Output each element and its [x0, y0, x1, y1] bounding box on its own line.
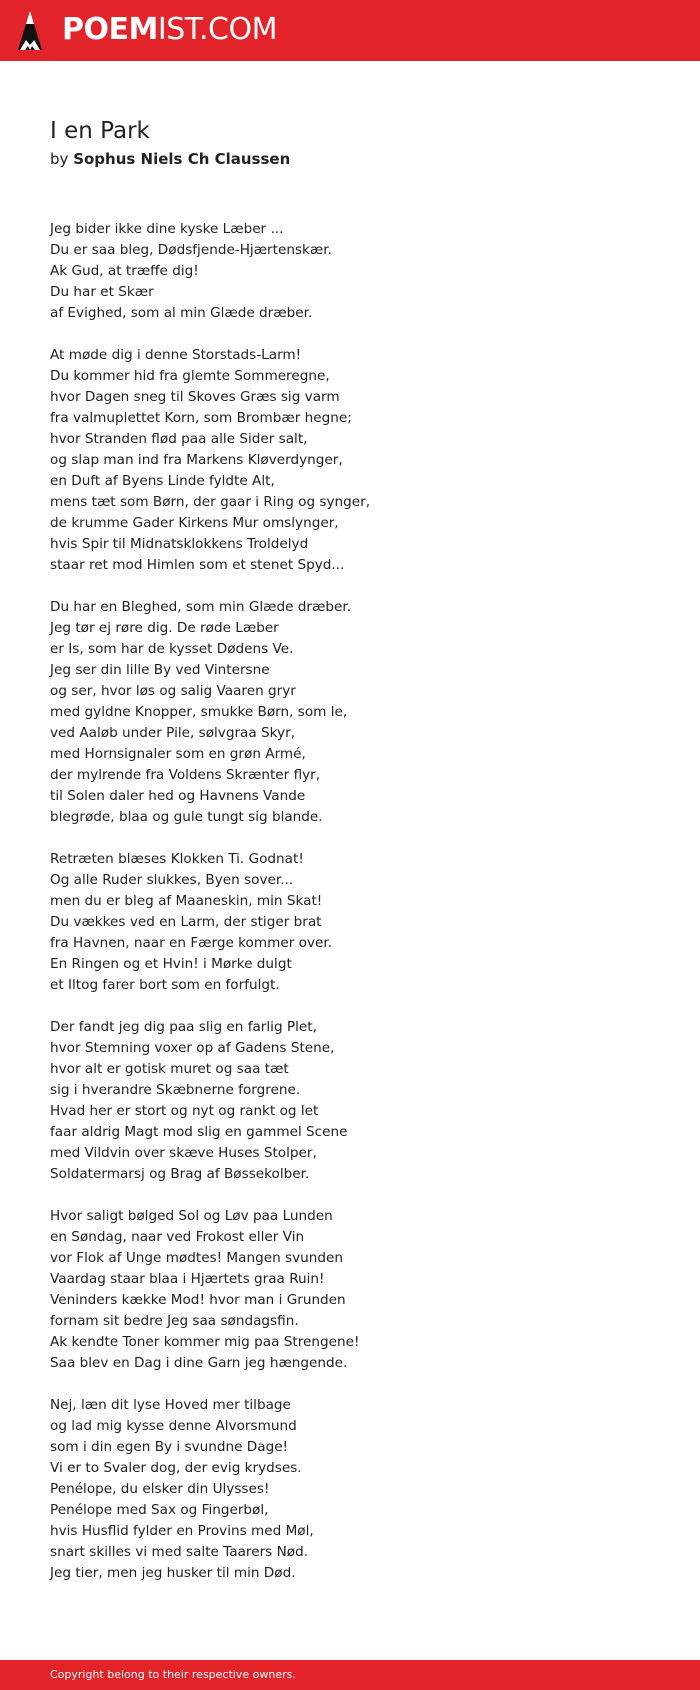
poem-line: En Ringen og et Hvin! i Mørke dulgt — [50, 956, 292, 972]
poem-line: blegrøde, blaa og gule tungt sig blande. — [50, 809, 323, 825]
poem-stanza — [50, 345, 670, 576]
poem-line: vor Flok af Unge mødtes! Mangen svunden — [50, 1250, 343, 1266]
poem-line: Vaardag staar blaa i Hjærtets graa Ruin! — [50, 1271, 325, 1287]
copyright-notice: Copyright belong to their respective owners. — [50, 1668, 296, 1681]
poem-line: Veninders kække Mod! hvor man i Grunden — [50, 1292, 346, 1308]
poem-line: et Iltog farer bort som en forfulgt. — [50, 977, 280, 993]
poem-stanza — [50, 849, 670, 996]
poem-stanza — [50, 1395, 670, 1584]
poem-line: Jeg tør ej røre dig. De røde Læber — [50, 620, 279, 636]
poem-line: Jeg ser din lille By ved Vintersne — [50, 662, 270, 678]
poem-line: staar ret mod Himlen som et stenet Spyd... — [50, 557, 345, 573]
logo-text-bold: POEM — [62, 12, 158, 47]
poem-line: sig i hverandre Skæbnerne forgrene. — [50, 1082, 301, 1098]
poem-line: Vi er to Svaler dog, der evig krydses. — [50, 1460, 302, 1476]
poem-stanza — [50, 1206, 670, 1374]
poem-line: Jeg tier, men jeg husker til min Død. — [50, 1565, 296, 1581]
poem-line: Du vækkes ved en Larm, der stiger brat — [50, 914, 322, 930]
poem-line: Og alle Ruder slukkes, Byen sover... — [50, 872, 294, 888]
poem-line: men du er bleg af Maaneskin, min Skat! — [50, 893, 323, 909]
poem-line: fornam sit bedre Jeg saa søndagsfin. — [50, 1313, 299, 1329]
poem-line: en Søndag, naar ved Frokost eller Vin — [50, 1229, 305, 1245]
poem-line: Ak Gud, at træffe dig! — [50, 263, 199, 279]
poem-stanza — [50, 1017, 670, 1185]
poem-line: med Vildvin over skæve Huses Stolper, — [50, 1145, 317, 1161]
poem-line: Du er saa bleg, Dødsfjende-Hjærtenskær. — [50, 242, 332, 258]
poem-line: og ser, hvor løs og salig Vaaren gryr — [50, 683, 296, 699]
pen-nib-logo-icon[interactable] — [15, 9, 45, 53]
poem-line: Nej, læn dit lyse Hoved mer tilbage — [50, 1397, 291, 1413]
site-footer — [0, 1660, 700, 1690]
poem-line: som i din egen By i svundne Dage! — [50, 1439, 289, 1455]
poem-line: snart skilles vi med salte Taarers Nød. — [50, 1544, 309, 1560]
site-header — [0, 0, 700, 61]
poem-line: de krumme Gader Kirkens Mur omslynger, — [50, 515, 339, 531]
poem-line: med Hornsignaler som en grøn Armé, — [50, 746, 306, 762]
by-label: by — [50, 150, 69, 168]
poem-line: mens tæt som Børn, der gaar i Ring og synger, — [50, 494, 371, 510]
poem-line: og lad mig kysse denne Alvorsmund — [50, 1418, 297, 1434]
poem-line: hvor Stemning voxer op af Gadens Stene, — [50, 1040, 335, 1056]
poem-line: Der fandt jeg dig paa slig en farlig Plet, — [50, 1019, 317, 1035]
poem-title: I en Park — [50, 118, 150, 144]
poem-line: Du har en Bleghed, som min Glæde dræber. — [50, 599, 352, 615]
poem-line: Penélope med Sax og Fingerbøl, — [50, 1502, 269, 1518]
poem-line: hvis Husflid fylder en Provins med Møl, — [50, 1523, 314, 1539]
poem-line: en Duft af Byens Linde fyldte Alt, — [50, 473, 275, 489]
poem-line: ved Aaløb under Pile, sølvgraa Skyr, — [50, 725, 296, 741]
poem-byline — [50, 148, 290, 170]
poem-line: hvor alt er gotisk muret og saa tæt — [50, 1061, 289, 1077]
poem-line: med gyldne Knopper, smukke Børn, som le, — [50, 704, 348, 720]
poem-body — [50, 219, 670, 1605]
poem-line: Ak kendte Toner kommer mig paa Strengene! — [50, 1334, 360, 1350]
poem-line: hvis Spir til Midnatsklokkens Troldelyd — [50, 536, 309, 552]
poem-line: af Evighed, som al min Glæde dræber. — [50, 305, 313, 321]
poem-line: Saa blev en Dag i dine Garn jeg hængende. — [50, 1355, 348, 1371]
poem-line: faar aldrig Magt mod slig en gammel Scene — [50, 1124, 348, 1140]
poem-line: Retræten blæses Klokken Ti. Godnat! — [50, 851, 304, 867]
poem-line: hvor Stranden flød paa alle Sider salt, — [50, 431, 308, 447]
poem-line: til Solen daler hed og Havnens Vande — [50, 788, 306, 804]
poem-line: Soldatermarsj og Brag af Bøssekolber. — [50, 1166, 310, 1182]
poem-line: Hvad her er stort og nyt og rankt og let — [50, 1103, 319, 1119]
poem-line: fra Havnen, naar en Færge kommer over. — [50, 935, 333, 951]
site-logo[interactable] — [62, 13, 277, 47]
poem-line: er Is, som har de kysset Dødens Ve. — [50, 641, 294, 657]
poem-line: Du kommer hid fra glemte Sommeregne, — [50, 368, 330, 384]
poem-line: og slap man ind fra Markens Kløverdynger, — [50, 452, 343, 468]
poem-line: Hvor saligt bølged Sol og Løv paa Lunden — [50, 1208, 333, 1224]
poem-stanza — [50, 597, 670, 828]
poem-line: Penélope, du elsker din Ulysses! — [50, 1481, 270, 1497]
poem-line: At møde dig i denne Storstads-Larm! — [50, 347, 302, 363]
poem-line: Jeg bider ikke dine kyske Læber ... — [50, 221, 284, 237]
poem-line: der mylrende fra Voldens Skrænter flyr, — [50, 767, 321, 783]
poem-line: Du har et Skær — [50, 284, 154, 300]
poem-line: fra valmuplettet Korn, som Brombær hegne; — [50, 410, 352, 426]
poem-line: hvor Dagen sneg til Skoves Græs sig varm — [50, 389, 340, 405]
poem-stanza — [50, 219, 670, 324]
author-name: Sophus Niels Ch Claussen — [73, 150, 291, 168]
logo-text-light: IST.COM — [157, 12, 277, 47]
